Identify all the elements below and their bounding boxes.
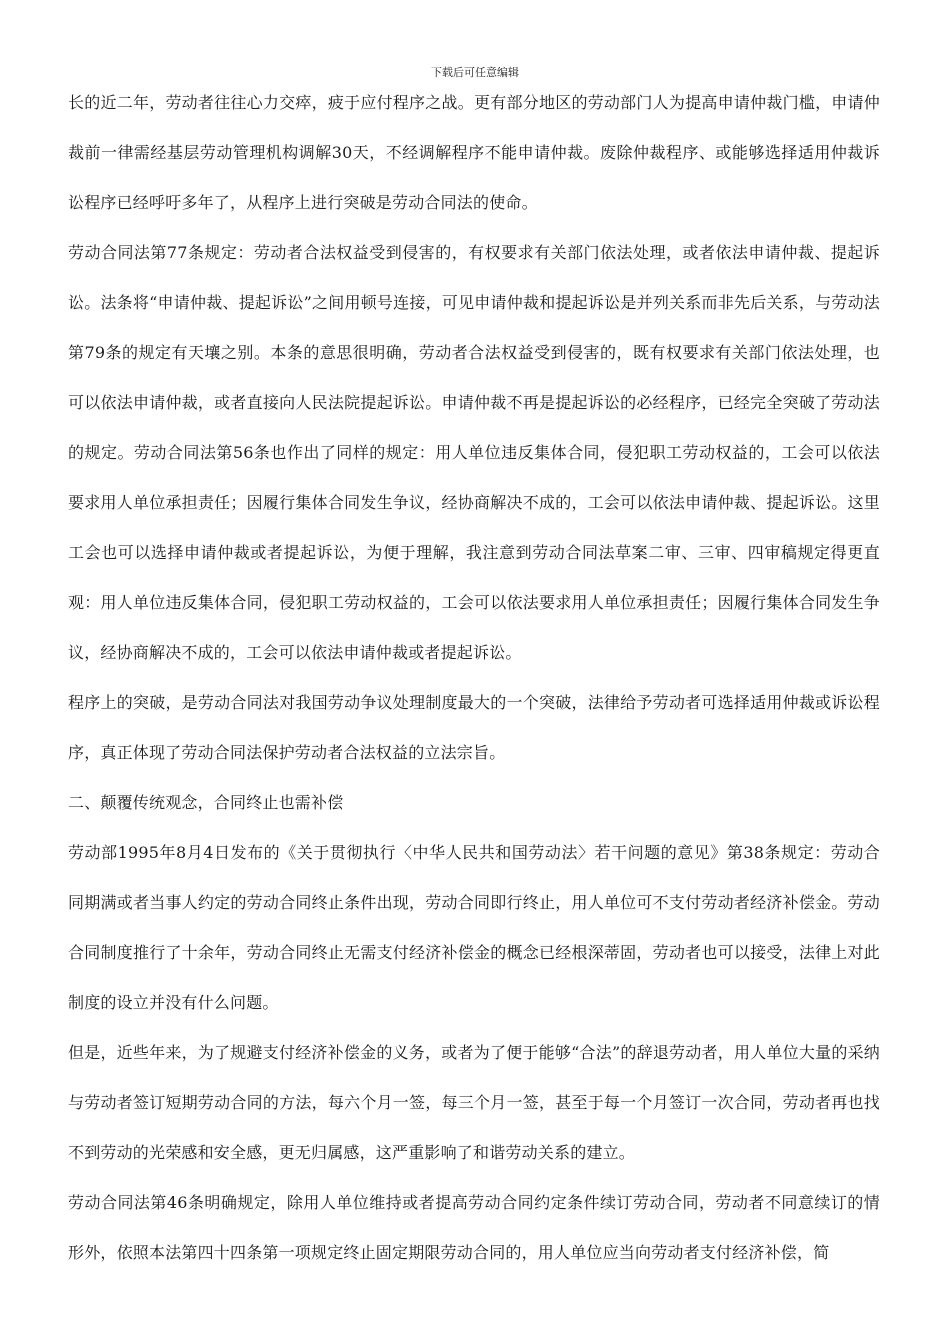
paragraph-1995-opinion: 劳动部1995年8月4日发布的《关于贯彻执行〈中华人民共和国劳动法〉若干问题的意见》第38条规定：劳动合同期满或者当事人约定的劳动合同终止条件出现，劳动合同即行终止，用人单位可不支付劳动者经济补偿金。劳动合同制度推行了十余年，劳动合同终止无需支付经济补偿金的概念已经根深蒂固，劳动者也可以接受，法律上对此制度的设立并没有什么问题。 xyxy=(68,843,880,1012)
page-header-note: 下载后可任意编辑 xyxy=(431,66,519,79)
paragraph-short-term-contracts: 但是，近些年来，为了规避支付经济补偿金的义务，或者为了便于能够“合法”的辞退劳动者，用人单位大量的采纳与劳动者签订短期劳动合同的方法，每六个月一签，每三个月一签，甚至于每一个月签订一次合同，劳动者再也找不到劳动的光荣感和安全感，更无归属感，这严重影响了和谐劳动关系的建立。 xyxy=(68,1043,880,1162)
paragraph-procedural-breakthrough: 程序上的突破，是劳动合同法对我国劳动争议处理制度最大的一个突破，法律给予劳动者可选择适用仲裁或诉讼程序，真正体现了劳动合同法保护劳动者合法权益的立法宗旨。 xyxy=(68,693,880,762)
paragraph-article-77: 劳动合同法第77条规定：劳动者合法权益受到侵害的，有权要求有关部门依法处理，或者依法申请仲裁、提起诉讼。法条将“申请仲裁、提起诉讼”之间用顿号连接，可见申请仲裁和提起诉讼是并列关系而非先后关系，与劳动法第79条的规定有天壤之别。本条的意思很明确，劳动者合法权益受到侵害的，既有权要求有关部门依法处理，也可以依法申请仲裁，或者直接向人民法院提起诉讼。申请仲裁不再是提起诉讼的必经程序，已经完全突破了劳动法的规定。劳动合同法第56条也作出了同样的规定：用人单位违反集体合同，侵犯职工劳动权益的，工会可以依法要求用人单位承担责任；因履行集体合同发生争议，经协商解决不成的，工会可以依法申请仲裁、提起诉讼。这里工会也可以选择申请仲裁或者提起诉讼，为便于理解，我注意到劳动合同法草案二审、三审、四审稿规定得更直观：用人单位违反集体合同，侵犯职工劳动权益的，工会可以依法要求用人单位承担责任；因履行集体合同发生争议，经协商解决不成的，工会可以依法申请仲裁或者提起诉讼。 xyxy=(68,243,880,662)
paragraph-procedure-intro: 长的近二年，劳动者往往心力交瘁，疲于应付程序之战。更有部分地区的劳动部门人为提高申请仲裁门槛，申请仲裁前一律需经基层劳动管理机构调解30天，不经调解程序不能申请仲裁。废除仲裁程序、或能够选择适用仲裁诉讼程序已经呼吁多年了，从程序上进行突破是劳动合同法的使命。 xyxy=(68,93,880,212)
paragraph-article-46: 劳动合同法第46条明确规定，除用人单位维持或者提高劳动合同约定条件续订劳动合同，劳动者不同意续订的情形外，依照本法第四十四条第一项规定终止固定期限劳动合同的，用人单位应当向劳动者支付经济补偿，简 xyxy=(68,1193,880,1262)
document-body xyxy=(68,78,880,1278)
section-heading-termination-compensation: 二、颠覆传统观念，合同终止也需补偿 xyxy=(68,793,344,812)
